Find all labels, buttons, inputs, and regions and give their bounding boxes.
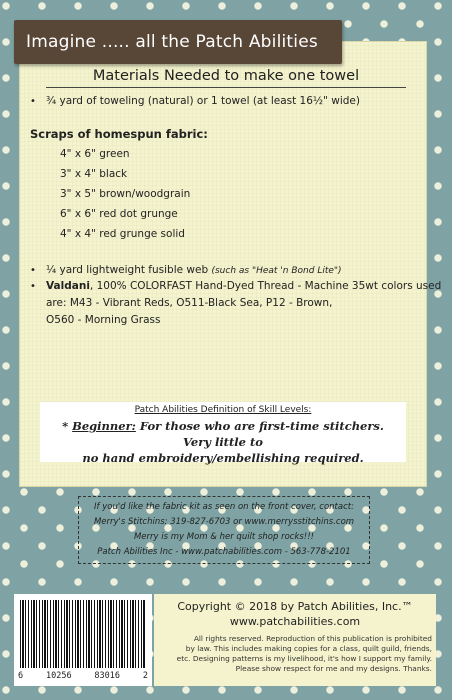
barcode-bars bbox=[20, 600, 146, 668]
website-line: www.patchabilities.com bbox=[229, 615, 361, 628]
barcode-digits: 6 10256 83016 2 bbox=[18, 671, 148, 681]
scrap-item: 4" x 6" green bbox=[60, 148, 130, 160]
valdani-text: , 100% COLORFAST Hand-Dyed Thread - Machine 35wt colors used bbox=[89, 280, 442, 292]
rights-notice: All rights reserved. Reproduction of this publication is prohibited by law. This includes making copies for a class, quilt guild, friends, etc. Designing patterns is my livelihood, it's how I support my family. Please show respect for me and my designs. Thanks. bbox=[176, 634, 432, 673]
materials-heading: Materials Needed to make one towel bbox=[46, 68, 406, 88]
scrap-item: 3" x 4" black bbox=[60, 168, 128, 180]
scrap-item: 4" x 4" red grunge solid bbox=[60, 228, 185, 240]
bullet-icon: • bbox=[30, 96, 36, 107]
kit-line-4: Patch Abilities Inc - www.patchabilities.com - 563-778-2101 bbox=[97, 547, 351, 557]
skill-text-2: no hand embroidery/embellishing required. bbox=[82, 451, 364, 465]
skill-text-1: For those who are first-time stitchers. Very little to bbox=[135, 419, 384, 449]
skill-level-box bbox=[40, 402, 406, 465]
fusible-item bbox=[46, 264, 342, 276]
fabric-kit-box bbox=[78, 496, 370, 564]
toweling-item: ¾ yard of toweling (natural) or 1 towel (at least 16½" wide) bbox=[46, 95, 360, 107]
valdani-line-3: O560 - Morning Grass bbox=[46, 314, 161, 326]
skill-level: Beginner: bbox=[72, 419, 136, 433]
title-banner: Imagine ..... all the Patch Abilities bbox=[14, 20, 342, 64]
skill-description bbox=[48, 418, 398, 466]
valdani-line-2: are: M43 - Vibrant Reds, O511-Black Sea, P12 - Brown, bbox=[46, 297, 333, 309]
valdani-line-1 bbox=[46, 280, 441, 292]
scraps-heading: Scraps of homespun fabric: bbox=[30, 127, 208, 141]
skill-heading: Patch Abilities Definition of Skill Levels: bbox=[134, 405, 312, 415]
kit-line-3: Merry is my Mom & her quilt shop rocks!!! bbox=[133, 532, 315, 542]
kit-line-2: Merry's Stitchins: 319-827-6703 or www.merrysstitchins.com bbox=[93, 517, 355, 527]
kit-line-1: If you'd like the fabric kit as seen on the front cover, contact: bbox=[94, 502, 354, 512]
copyright-box bbox=[154, 594, 436, 686]
copyright-line: Copyright © 2018 by Patch Abilities, Inc.™ bbox=[177, 600, 413, 613]
scrap-item: 6" x 6" red dot grunge bbox=[60, 208, 178, 220]
barcode bbox=[14, 594, 152, 686]
valdani-name: Valdani bbox=[46, 280, 90, 292]
scrap-item: 3" x 5" brown/woodgrain bbox=[60, 188, 191, 200]
fusible-label: ¼ yard lightweight fusible web bbox=[46, 264, 209, 276]
fusible-note: (such as "Heat 'n Bond Lite") bbox=[211, 266, 342, 276]
bullet-icon: • bbox=[30, 281, 36, 292]
skill-star: * bbox=[62, 419, 73, 433]
bullet-icon: • bbox=[30, 265, 36, 276]
